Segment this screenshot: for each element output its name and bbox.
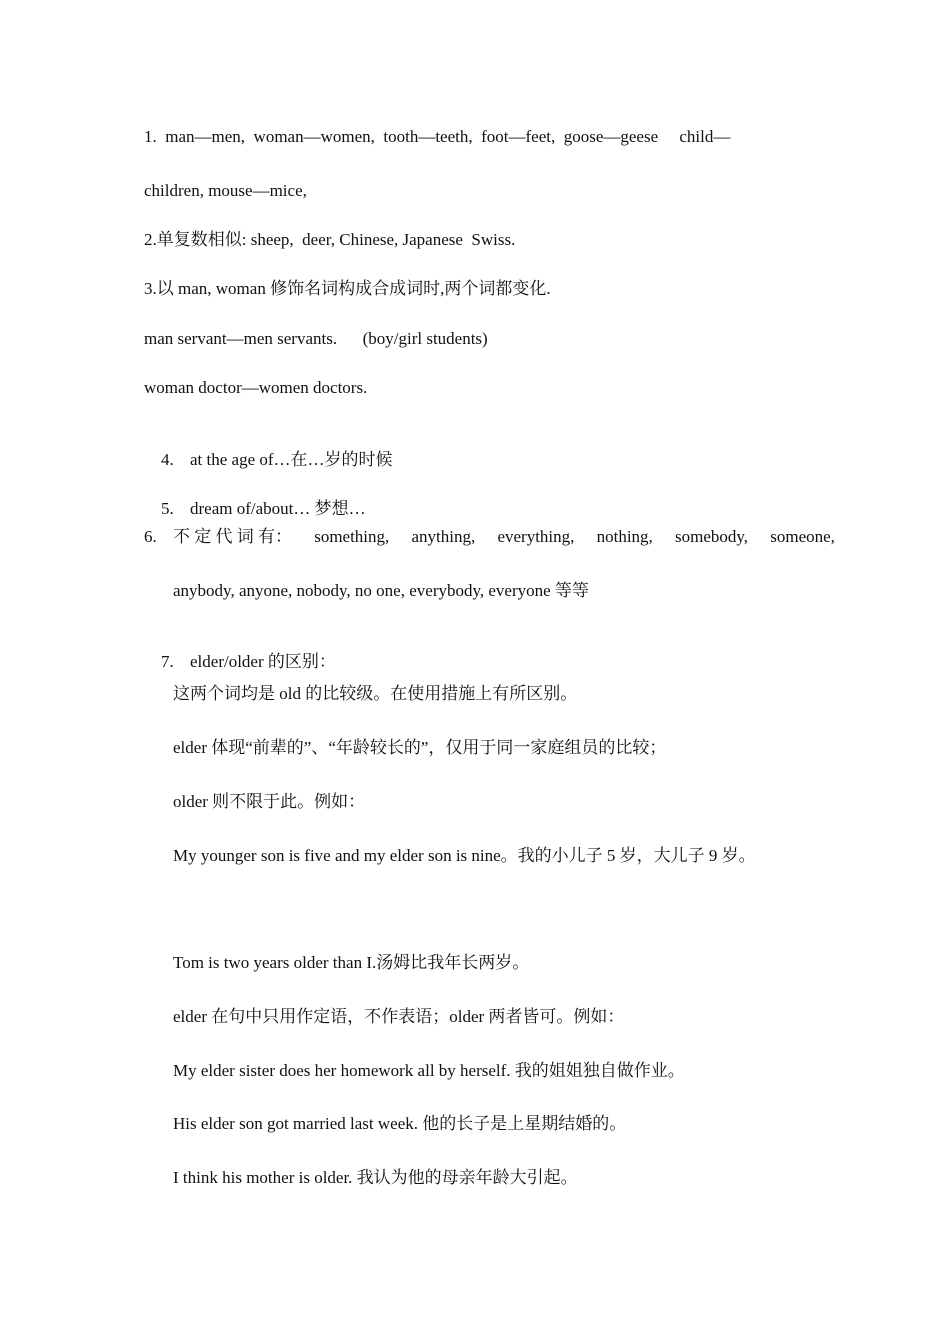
item5-number: 5.: [161, 499, 174, 518]
item1-line1: 1. man—men, woman—women, tooth—teeth, foot—feet, goose—geese child—: [144, 127, 731, 146]
item1-line2: children, mouse—mice,: [144, 181, 307, 200]
item7-number: 7.: [161, 652, 174, 671]
item6-row: [144, 526, 835, 548]
paragraph-4: elder 在句中只用作定语，不作表语；older 两者皆可。例如：: [173, 1007, 625, 1026]
item2-text: 2.单复数相似: sheep, deer, Chinese, Japanese Swiss.: [144, 230, 516, 249]
paragraph-2: elder 体现“前辈的”、“年龄较长的”，仅用于同一家庭组员的比较；: [173, 738, 667, 757]
item4-number: 4.: [161, 450, 174, 469]
paragraph-1: 这两个词均是 old 的比较级。在使用措施上有所区别。: [173, 684, 578, 703]
example-1: My younger son is five and my elder son is nine。我的小儿子 5 岁，大儿子 9 岁。: [173, 846, 756, 865]
example-5: I think his mother is older. 我认为他的母亲年龄大引起。: [173, 1168, 578, 1187]
item3-example-2: woman doctor—women doctors.: [144, 378, 368, 397]
example-3: My elder sister does her homework all by herself. 我的姐姐独自做作业。: [173, 1061, 685, 1080]
item5-text: dream of/about… 梦想…: [190, 499, 366, 518]
item7-text: elder/older 的区别：: [190, 652, 336, 671]
item6-part: somebody,: [675, 527, 749, 546]
item6-part: 不 定 代 词 有：: [173, 527, 292, 546]
paragraph-3: older 则不限于此。例如：: [173, 792, 366, 811]
item6-part: anything,: [411, 527, 476, 546]
item6-part: nothing,: [596, 527, 653, 546]
item6-part: everything,: [497, 527, 575, 546]
item6-part: something,: [314, 527, 390, 546]
item4-text: at the age of…在…岁的时候: [190, 450, 393, 469]
item6-justified-line: [173, 526, 835, 548]
item6-part: someone,: [770, 527, 835, 546]
item6-line2: anybody, anyone, nobody, no one, everybody, everyone 等等: [173, 581, 589, 600]
item3-example-1: man servant—men servants. (boy/girl students): [144, 329, 488, 348]
item6-number: 6.: [144, 527, 157, 546]
example-2: Tom is two years older than I.汤姆比我年长两岁。: [173, 953, 530, 972]
item3-text: 3.以 man, woman 修饰名词构成合成词时,两个词都变化.: [144, 279, 551, 298]
example-4: His elder son got married last week. 他的长子是上星期结婚的。: [173, 1114, 627, 1133]
